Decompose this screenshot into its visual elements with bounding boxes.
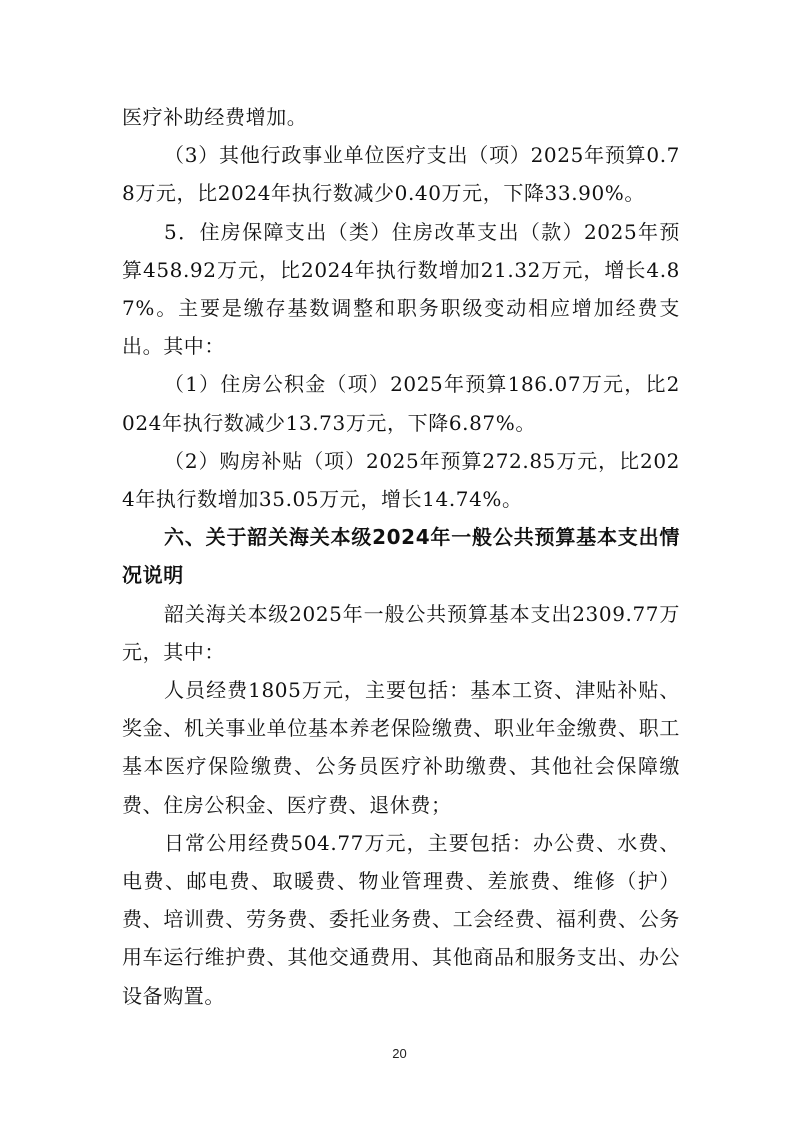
paragraph-medical-subsidy-end: 医疗补助经费增加。: [122, 105, 308, 129]
paragraph-basic-expenditure-total: 韶关海关本级2025年一般公共预算基本支出2309.77万元，其中：: [122, 601, 680, 664]
paragraph-housing-subsidy: （2）购房补贴（项）2025年预算272.85万元，比2024年执行数增加35.05万元，增长14.74%。: [122, 448, 680, 512]
paragraph-housing-fund: （1）住房公积金（项）2025年预算186.07万元，比2024年执行数减少13.73万元，下降6.87%。: [122, 372, 680, 435]
document-body: [122, 98, 680, 1015]
paragraph-personnel-expense: 人员经费1805万元，主要包括：基本工资、津贴补贴、奖金、机关事业单位基本养老保险缴费、职业年金缴费、职工基本医疗保险缴费、公务员医疗补助缴费、其他社会保障缴费、住房公积金、医疗费、退休费；: [122, 678, 680, 817]
paragraph-public-expense: 日常公用经费504.77万元，主要包括：办公费、水费、电费、邮电费、取暖费、物业管理费、差旅费、维修（护）费、培训费、劳务费、委托业务费、工会经费、福利费、公务用车运行维护费、其他交通费用、其他商品和服务支出、办公设备购置。: [122, 830, 680, 1008]
page-number: 20: [392, 1046, 407, 1061]
paragraph-other-medical-expense: （3）其他行政事业单位医疗支出（项）2025年预算0.78万元，比2024年执行数减少0.40万元，下降33.90%。: [122, 143, 680, 206]
paragraph-housing-support: 5．住房保障支出（类）住房改革支出（款）2025年预算458.92万元，比2024年执行数增加21.32万元，增长4.87%。主要是缴存基数调整和职务职级变动相应增加经费支出。其中：: [122, 219, 680, 359]
section-heading-basic-expenditure: 六、关于韶关海关本级2024年一般公共预算基本支出情况说明: [122, 525, 680, 588]
